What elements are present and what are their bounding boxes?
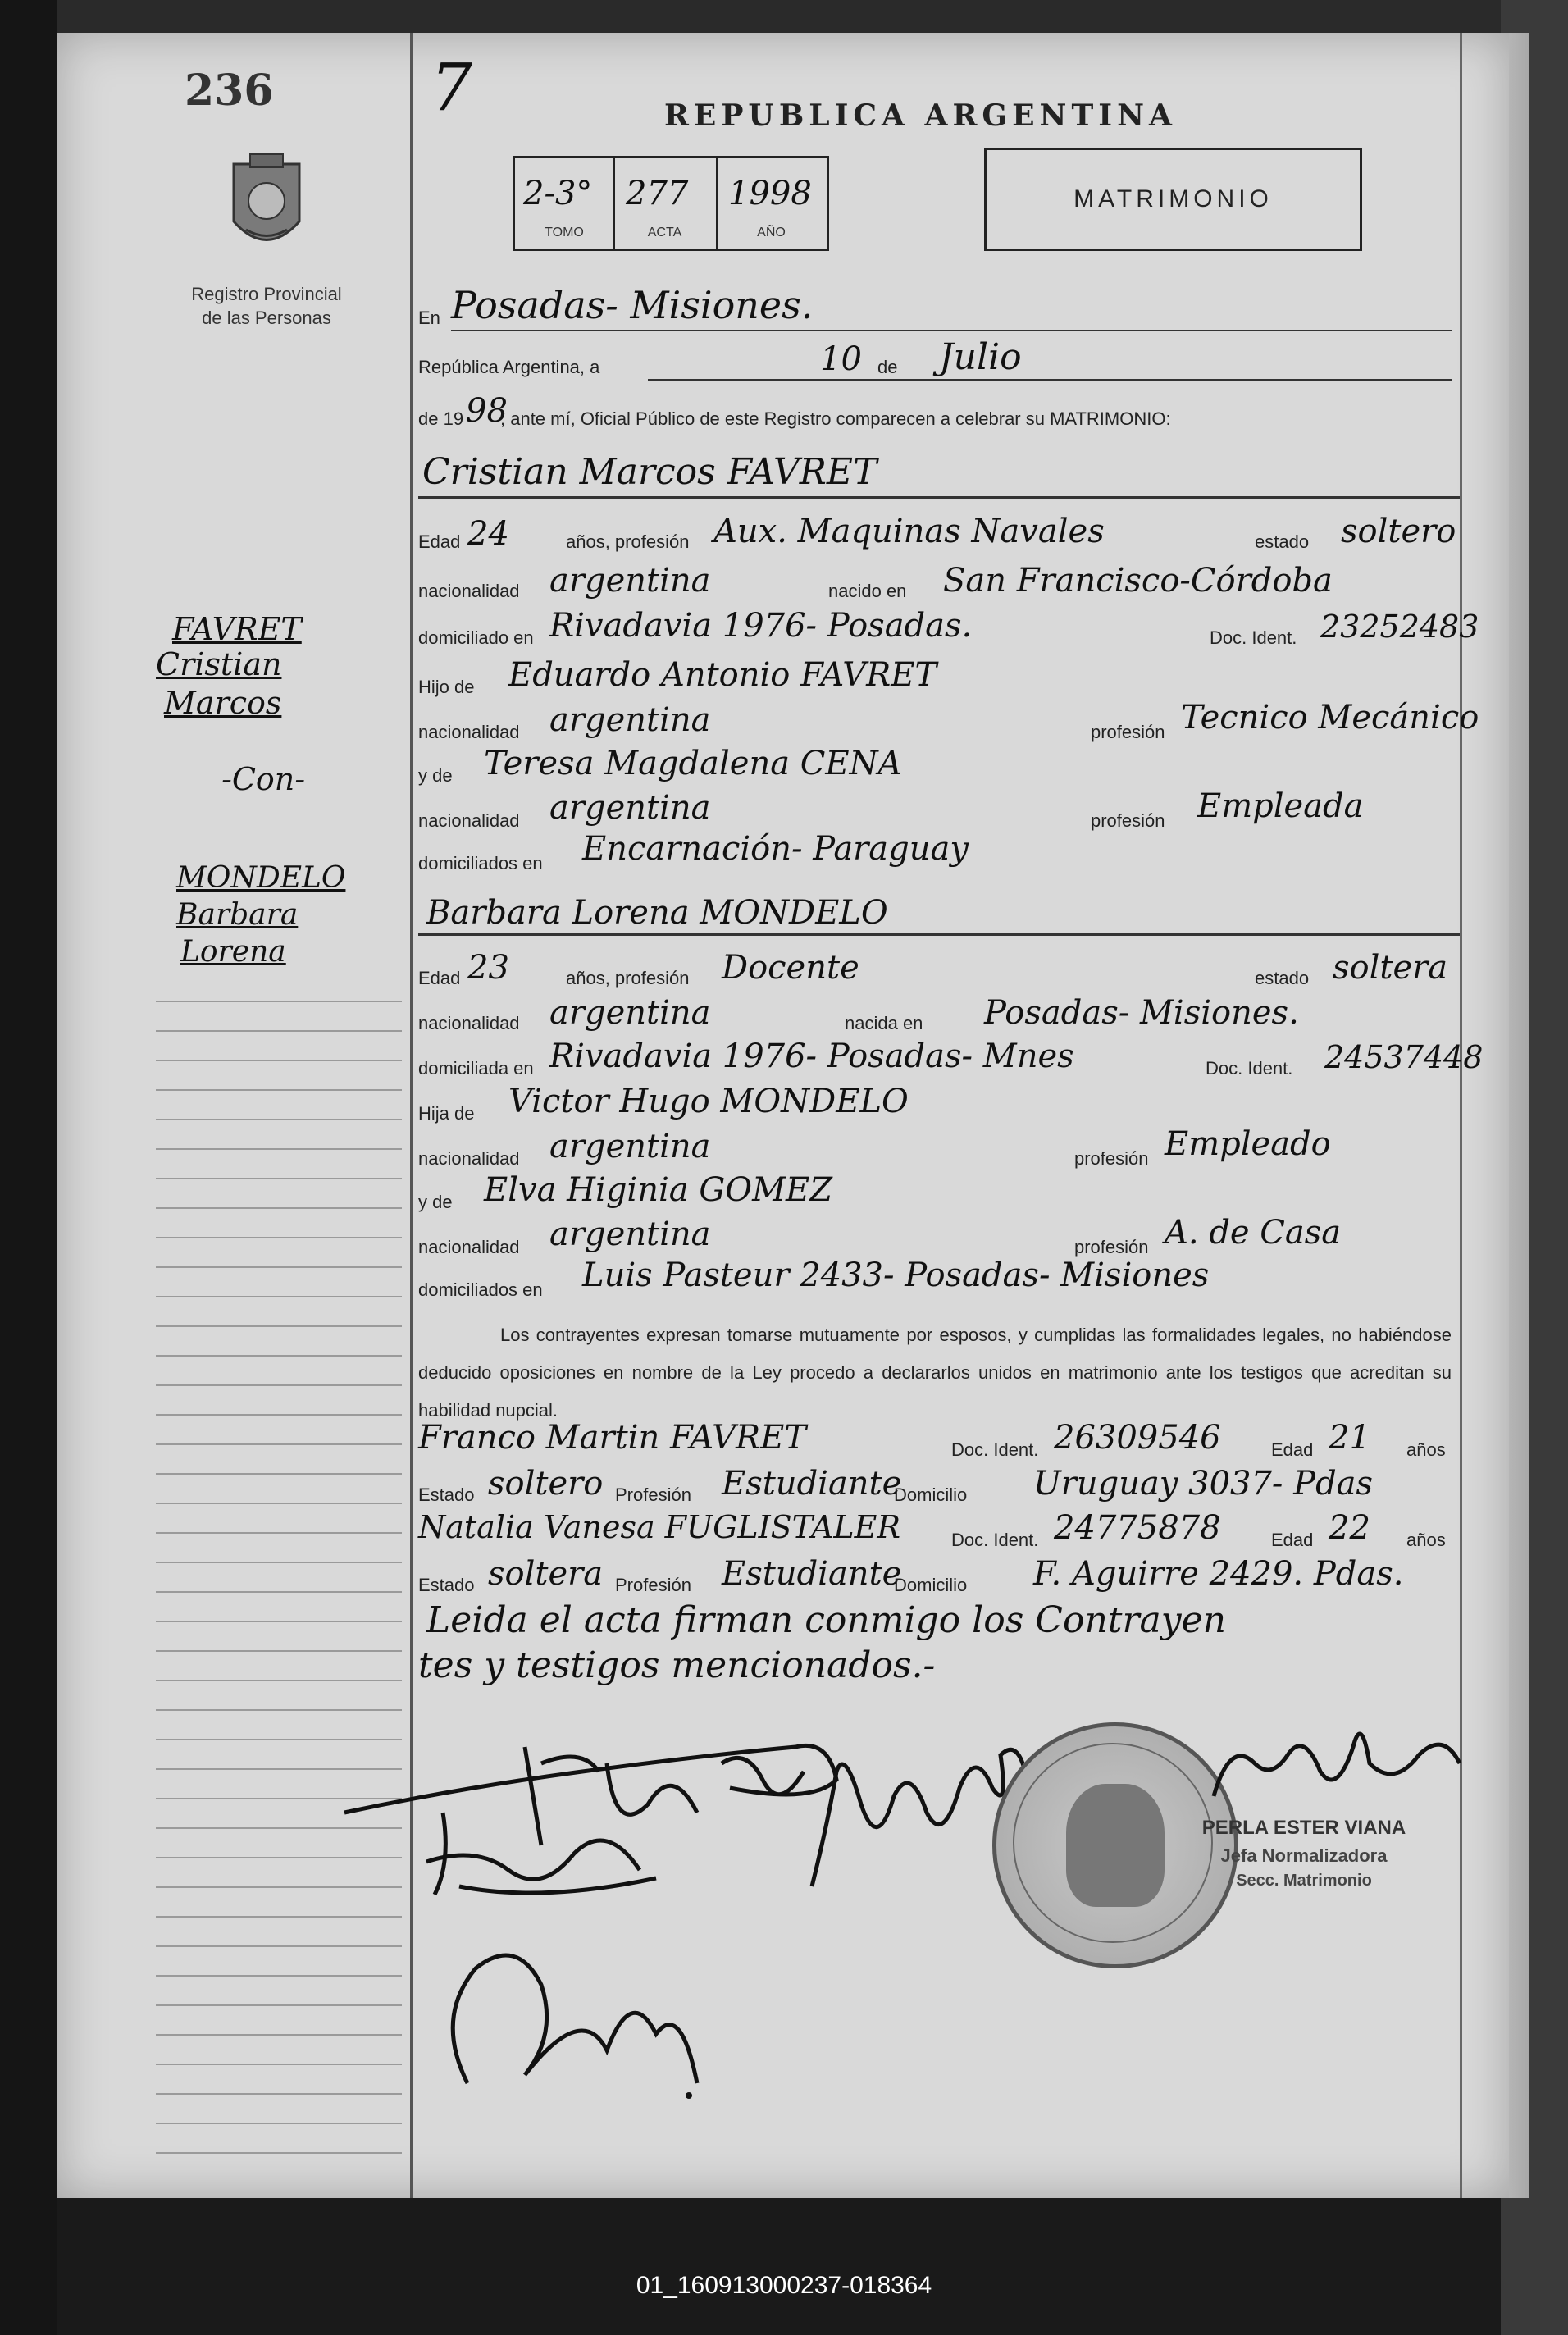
bride-name: Barbara Lorena MONDELO: [426, 894, 888, 932]
witness2-domicilio: F. Aguirre 2429. Pdas.: [1033, 1555, 1404, 1593]
groom-doc-label: Doc. Ident.: [1210, 627, 1297, 648]
tomo-label: TOMO: [545, 226, 584, 239]
book-ref-box: [513, 156, 829, 251]
ruled-line: [156, 1916, 402, 1918]
witness2-doc: 24775878: [1054, 1509, 1221, 1547]
ruled-line: [156, 2093, 402, 2095]
intro-statement: , ante mí, Oficial Público de este Registro comparecen a celebrar su MATRIMONIO:: [500, 408, 1171, 429]
acta-value: 277: [626, 175, 689, 212]
ruled-line: [156, 1650, 402, 1652]
witness2-profesion: Estudiante: [722, 1555, 902, 1593]
bride-yde-label: y de: [418, 1192, 453, 1212]
witness1-estado-label: Estado: [418, 1484, 475, 1505]
groom-estado-label: estado: [1255, 531, 1310, 552]
witness2-doc-label: Doc. Ident.: [951, 1530, 1039, 1550]
province-seal-icon: [221, 148, 312, 262]
bride-padre: Victor Hugo MONDELO: [508, 1083, 909, 1120]
witness2-edad: 22: [1329, 1509, 1370, 1547]
bride-estado-label: estado: [1255, 968, 1310, 988]
margin-name-3: Barbara: [176, 898, 299, 932]
margin-name-4: Lorena: [180, 935, 286, 969]
right-rule: [1460, 33, 1462, 2198]
signature-witness-1: [410, 1796, 672, 1911]
witness1-doc: 26309546: [1054, 1419, 1221, 1457]
groom-padre-prof: Tecnico Mecánico: [1181, 699, 1479, 737]
groom-profesion-label: años, profesión: [566, 531, 690, 552]
bride-edad: 23: [467, 949, 509, 987]
ruled-line: [156, 1060, 402, 1061]
margin-surname-2: MONDELO: [176, 861, 346, 895]
bride-estado: soltera: [1333, 949, 1448, 987]
official-name: PERLA ESTER VIANA: [1201, 1817, 1406, 1839]
witness1-profesion-label: Profesión: [615, 1484, 691, 1505]
bride-dom-label: domiciliada en: [418, 1058, 534, 1079]
type-label: MATRIMONIO: [1073, 185, 1273, 212]
register-page: [57, 33, 1509, 2198]
ruled-line: [156, 1562, 402, 1563]
ruled-line: [156, 1207, 402, 1209]
bride-padres-dom: Luis Pasteur 2433- Posadas- Misiones: [582, 1256, 1210, 1294]
margin-con: -Con-: [221, 761, 306, 797]
ruled-line: [156, 1591, 402, 1593]
groom-madre-nac-label: nacionalidad: [418, 810, 520, 831]
bride-padres-dom-label: domiciliados en: [418, 1279, 543, 1300]
acta-label: ACTA: [647, 226, 682, 239]
signature-witness-2: [418, 1919, 730, 2108]
ruled-line: [156, 1621, 402, 1622]
bride-madre: Elva Higinia GOMEZ: [484, 1171, 833, 1209]
ruled-line: [156, 2034, 402, 2036]
witness1-name: Franco Martin FAVRET: [418, 1419, 807, 1457]
page-number: 236: [185, 66, 274, 116]
year-prefix: de 19: [418, 408, 464, 429]
ruled-line: [156, 1030, 402, 1032]
ruled-line: [156, 2152, 402, 2154]
ruled-line: [156, 1473, 402, 1475]
registry-label: Registro Provincial de las Personas: [191, 284, 342, 328]
declaration-text: Los contrayentes expresan tomarse mutuamente por esposos, y cumplidas las formalidades legales, no habiéndose deducido oposiciones en nombre de la Ley procedo a declararlos unidos en matrimonio ante los testigos que acreditan su habilidad nupcial.: [418, 1325, 1452, 1421]
witness1-profesion: Estudiante: [722, 1465, 902, 1503]
bride-nac-label: nacionalidad: [418, 1013, 520, 1033]
bride-madre-nac-label: nacionalidad: [418, 1237, 520, 1257]
official-title: Jefa Normalizadora: [1220, 1845, 1388, 1866]
groom-yde-label: y de: [418, 765, 453, 786]
groom-name: Cristian Marcos FAVRET: [422, 451, 877, 493]
tomo-value: 2-3°: [523, 175, 593, 212]
ruled-line: [156, 1414, 402, 1416]
groom-estado: soltero: [1341, 513, 1456, 550]
ruled-line: [156, 1532, 402, 1534]
ruled-line: [156, 1384, 402, 1386]
ruled-line: [156, 1355, 402, 1357]
ruled-line: [156, 2123, 402, 2124]
country-heading: REPUBLICA ARGENTINA: [664, 98, 1177, 133]
groom-padre: Eduardo Antonio FAVRET: [508, 656, 937, 694]
groom-edad: 24: [467, 515, 509, 553]
year-suffix: 98: [466, 392, 508, 430]
groom-nacionalidad: argentina: [549, 562, 711, 600]
groom-padre-nac-label: nacionalidad: [418, 722, 520, 742]
bride-doc-label: Doc. Ident.: [1206, 1058, 1293, 1079]
groom-hijo-label: Hijo de: [418, 677, 475, 697]
bride-nacida-label: nacida en: [845, 1013, 923, 1033]
groom-padre-nac: argentina: [549, 701, 711, 739]
witness2-estado: soltera: [488, 1555, 604, 1593]
ruled-line: [156, 1148, 402, 1150]
bride-padre-prof-label: profesión: [1074, 1148, 1149, 1169]
groom-profesion: Aux. Maquinas Navales: [713, 513, 1105, 550]
bride-padre-prof: Empleado: [1165, 1125, 1331, 1163]
groom-madre-prof-label: profesión: [1091, 810, 1165, 831]
witness2-anos-label: años: [1406, 1530, 1446, 1550]
witness2-domicilio-label: Domicilio: [894, 1575, 968, 1595]
ruled-line: [156, 1709, 402, 1711]
ruled-line: [156, 1001, 402, 1002]
closing-line-2: tes y testigos mencionados.-: [418, 1644, 936, 1686]
bride-hija-label: Hija de: [418, 1103, 475, 1124]
type-box: [984, 148, 1362, 251]
ruled-line: [156, 1680, 402, 1681]
bride-profesion: Docente: [722, 949, 859, 987]
ruled-line: [156, 1178, 402, 1179]
month-value: Julio: [939, 336, 1022, 378]
groom-nacido: San Francisco-Córdoba: [943, 562, 1333, 600]
ruled-line: [156, 1886, 402, 1888]
groom-doc: 23252483: [1320, 609, 1479, 645]
margin-name-2: Marcos: [164, 685, 282, 721]
ruled-line: [156, 1237, 402, 1238]
groom-padres-dom: Encarnación- Paraguay: [582, 830, 969, 868]
witness1-doc-label: Doc. Ident.: [951, 1439, 1039, 1460]
groom-padres-dom-label: domiciliados en: [418, 853, 543, 873]
ruled-line: [156, 2004, 402, 2006]
witness2-estado-label: Estado: [418, 1575, 475, 1595]
ruled-line: [156, 1266, 402, 1268]
bride-madre-prof: A. de Casa: [1165, 1214, 1342, 1252]
bride-padre-nac: argentina: [549, 1128, 711, 1165]
groom-madre: Teresa Magdalena CENA: [484, 745, 902, 782]
official-dept: Secc. Matrimonio: [1236, 1872, 1372, 1890]
witness1-domicilio-label: Domicilio: [894, 1484, 968, 1505]
image-caption: 01_160913000237-018364: [636, 2272, 932, 2299]
witness1-edad: 21: [1329, 1419, 1370, 1457]
witness1-domicilio: Uruguay 3037- Pdas: [1033, 1465, 1374, 1503]
bride-madre-nac: argentina: [549, 1215, 711, 1253]
en-label: En: [418, 308, 440, 328]
republica-label: República Argentina, a: [418, 357, 600, 377]
witness2-edad-label: Edad: [1271, 1530, 1314, 1550]
groom-madre-prof: Empleada: [1197, 787, 1364, 825]
bride-nacionalidad: argentina: [549, 994, 711, 1032]
ruled-line: [156, 1325, 402, 1327]
ano-label: AÑO: [757, 226, 786, 239]
bride-doc: 24537448: [1324, 1039, 1484, 1075]
ruled-line: [156, 2064, 402, 2065]
ruled-line: [156, 1296, 402, 1297]
background-left: [0, 0, 57, 2335]
bride-domicilio: Rivadavia 1976- Posadas- Mnes: [549, 1038, 1074, 1075]
ruled-line: [156, 1119, 402, 1120]
ruled-line: [156, 1443, 402, 1445]
groom-edad-label: Edad: [418, 531, 461, 552]
groom-madre-nac: argentina: [549, 789, 711, 827]
groom-padre-prof-label: profesión: [1091, 722, 1165, 742]
witness1-estado: soltero: [488, 1465, 604, 1503]
groom-dom-label: domiciliado en: [418, 627, 534, 648]
witness2-profesion-label: Profesión: [615, 1575, 691, 1595]
place-value: Posadas- Misiones.: [451, 283, 814, 327]
bride-edad-label: Edad: [418, 968, 461, 988]
groom-nacido-label: nacido en: [828, 581, 907, 601]
bride-madre-prof-label: profesión: [1074, 1237, 1149, 1257]
bride-padre-nac-label: nacionalidad: [418, 1148, 520, 1169]
groom-domicilio: Rivadavia 1976- Posadas.: [549, 607, 973, 645]
ruled-line: [156, 1975, 402, 1977]
ruled-line: [156, 1089, 402, 1091]
ruled-line: [156, 1945, 402, 1947]
witness1-edad-label: Edad: [1271, 1439, 1314, 1460]
bride-nacida: Posadas- Misiones.: [984, 994, 1299, 1032]
corner-mark: 7: [431, 49, 472, 125]
witness1-anos-label: años: [1406, 1439, 1446, 1460]
de-label: de: [877, 357, 898, 377]
margin-name-1: Cristian: [156, 646, 282, 682]
bride-profesion-label: años, profesión: [566, 968, 690, 988]
ano-value: 1998: [728, 175, 812, 212]
witness2-name: Natalia Vanesa FUGLISTALER: [418, 1509, 900, 1545]
groom-nac-label: nacionalidad: [418, 581, 520, 601]
margin-surname-1: FAVRET: [172, 611, 302, 647]
day-value: 10: [820, 340, 862, 378]
ruled-line: [156, 1503, 402, 1504]
closing-line-1: Leida el acta firman conmigo los Contrayen: [426, 1599, 1226, 1641]
